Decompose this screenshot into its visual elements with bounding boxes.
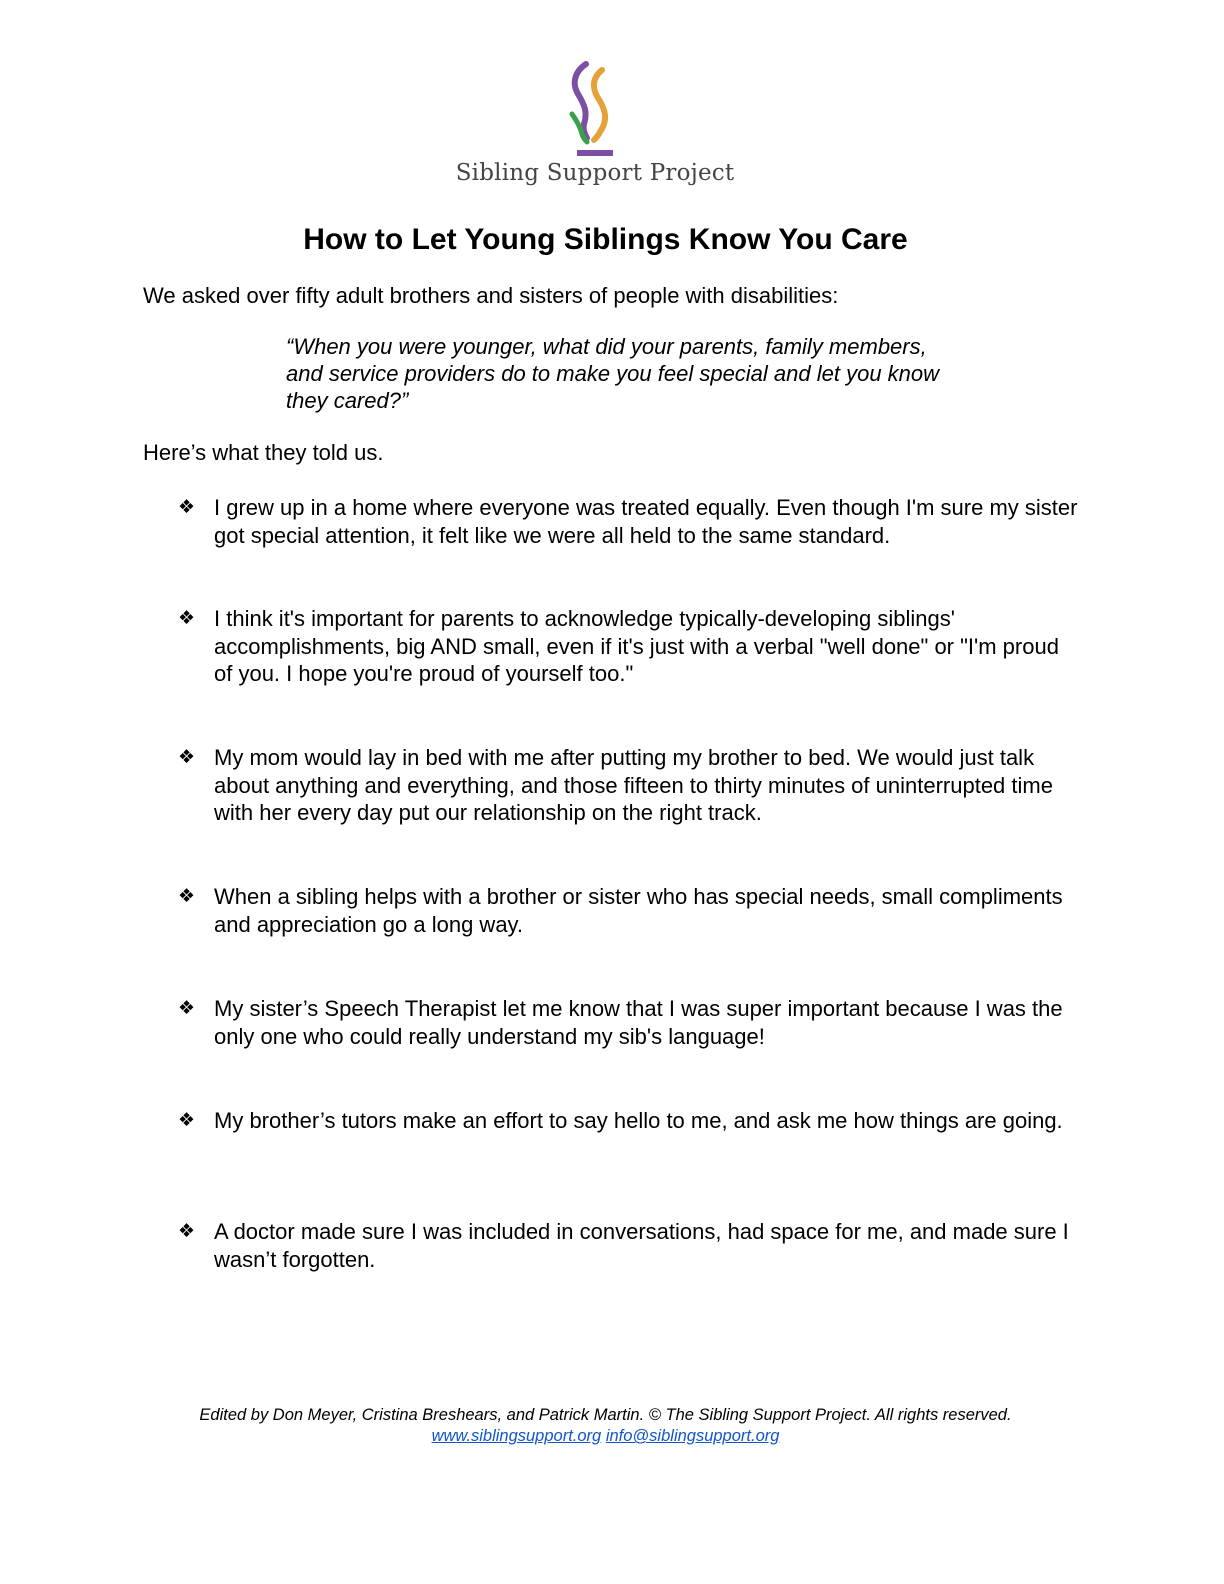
email-link[interactable]: info@siblingsupport.org	[605, 1427, 780, 1445]
intro-text: We asked over fifty adult brothers and sisters of people with disabilities:	[143, 283, 839, 308]
diamond-bullet-icon: ❖	[178, 997, 196, 1019]
response-item	[178, 744, 1078, 827]
organization-name: Sibling Support Project	[455, 160, 735, 186]
diamond-bullet-icon: ❖	[178, 746, 196, 768]
response-item	[178, 883, 1078, 938]
diamond-bullet-icon: ❖	[178, 1109, 196, 1131]
survey-question: “When you were younger, what did your parents, family members, and service providers do to make you feel special and let you know they cared?”	[286, 334, 940, 413]
page-title: How to Let Young Siblings Know You Care	[303, 223, 908, 256]
response-item	[178, 1107, 1078, 1135]
response-text: When a sibling helps with a brother or sister who has special needs, small compliments and appreciation go a long way.	[214, 884, 1063, 937]
response-text: I think it's important for parents to acknowledge typically-developing siblings' accomplishments, big AND small, even if it's just with a verbal "well done" or "I'm proud of you. I hope you're proud of yourself too."	[214, 606, 1059, 686]
response-item	[178, 1218, 1078, 1273]
response-text: A doctor made sure I was included in conversations, had space for me, and made sure I wasn’t forgotten.	[214, 1219, 1069, 1272]
footer-links	[0, 1426, 1211, 1447]
response-item	[178, 995, 1078, 1050]
response-text: My sister’s Speech Therapist let me know that I was super important because I was the only one who could really understand my sib's language!	[214, 996, 1063, 1049]
footer-credits: Edited by Don Meyer, Cristina Breshears, and Patrick Martin. © The Sibling Support Project. All rights reserved.	[199, 1406, 1012, 1424]
diamond-bullet-icon: ❖	[178, 1220, 196, 1242]
response-text: I grew up in a home where everyone was treated equally. Even though I'm sure my sister got special attention, it felt like we were all held to the same standard.	[214, 495, 1078, 548]
website-link[interactable]: www.siblingsupport.org	[431, 1427, 602, 1445]
response-item	[178, 494, 1078, 549]
diamond-bullet-icon: ❖	[178, 496, 196, 518]
response-text: My mom would lay in bed with me after putting my brother to bed. We would just talk about anything and everything, and those fifteen to thirty minutes of uninterrupted time with her every day put our relationship on the right track.	[214, 745, 1053, 825]
diamond-bullet-icon: ❖	[178, 885, 196, 907]
response-text: My brother’s tutors make an effort to say hello to me, and ask me how things are going.	[214, 1108, 1063, 1133]
flame-logo-icon	[556, 60, 632, 160]
diamond-bullet-icon: ❖	[178, 607, 196, 629]
response-item	[178, 605, 1078, 688]
lead-text: Here’s what they told us.	[143, 440, 384, 465]
footer	[0, 1405, 1211, 1447]
